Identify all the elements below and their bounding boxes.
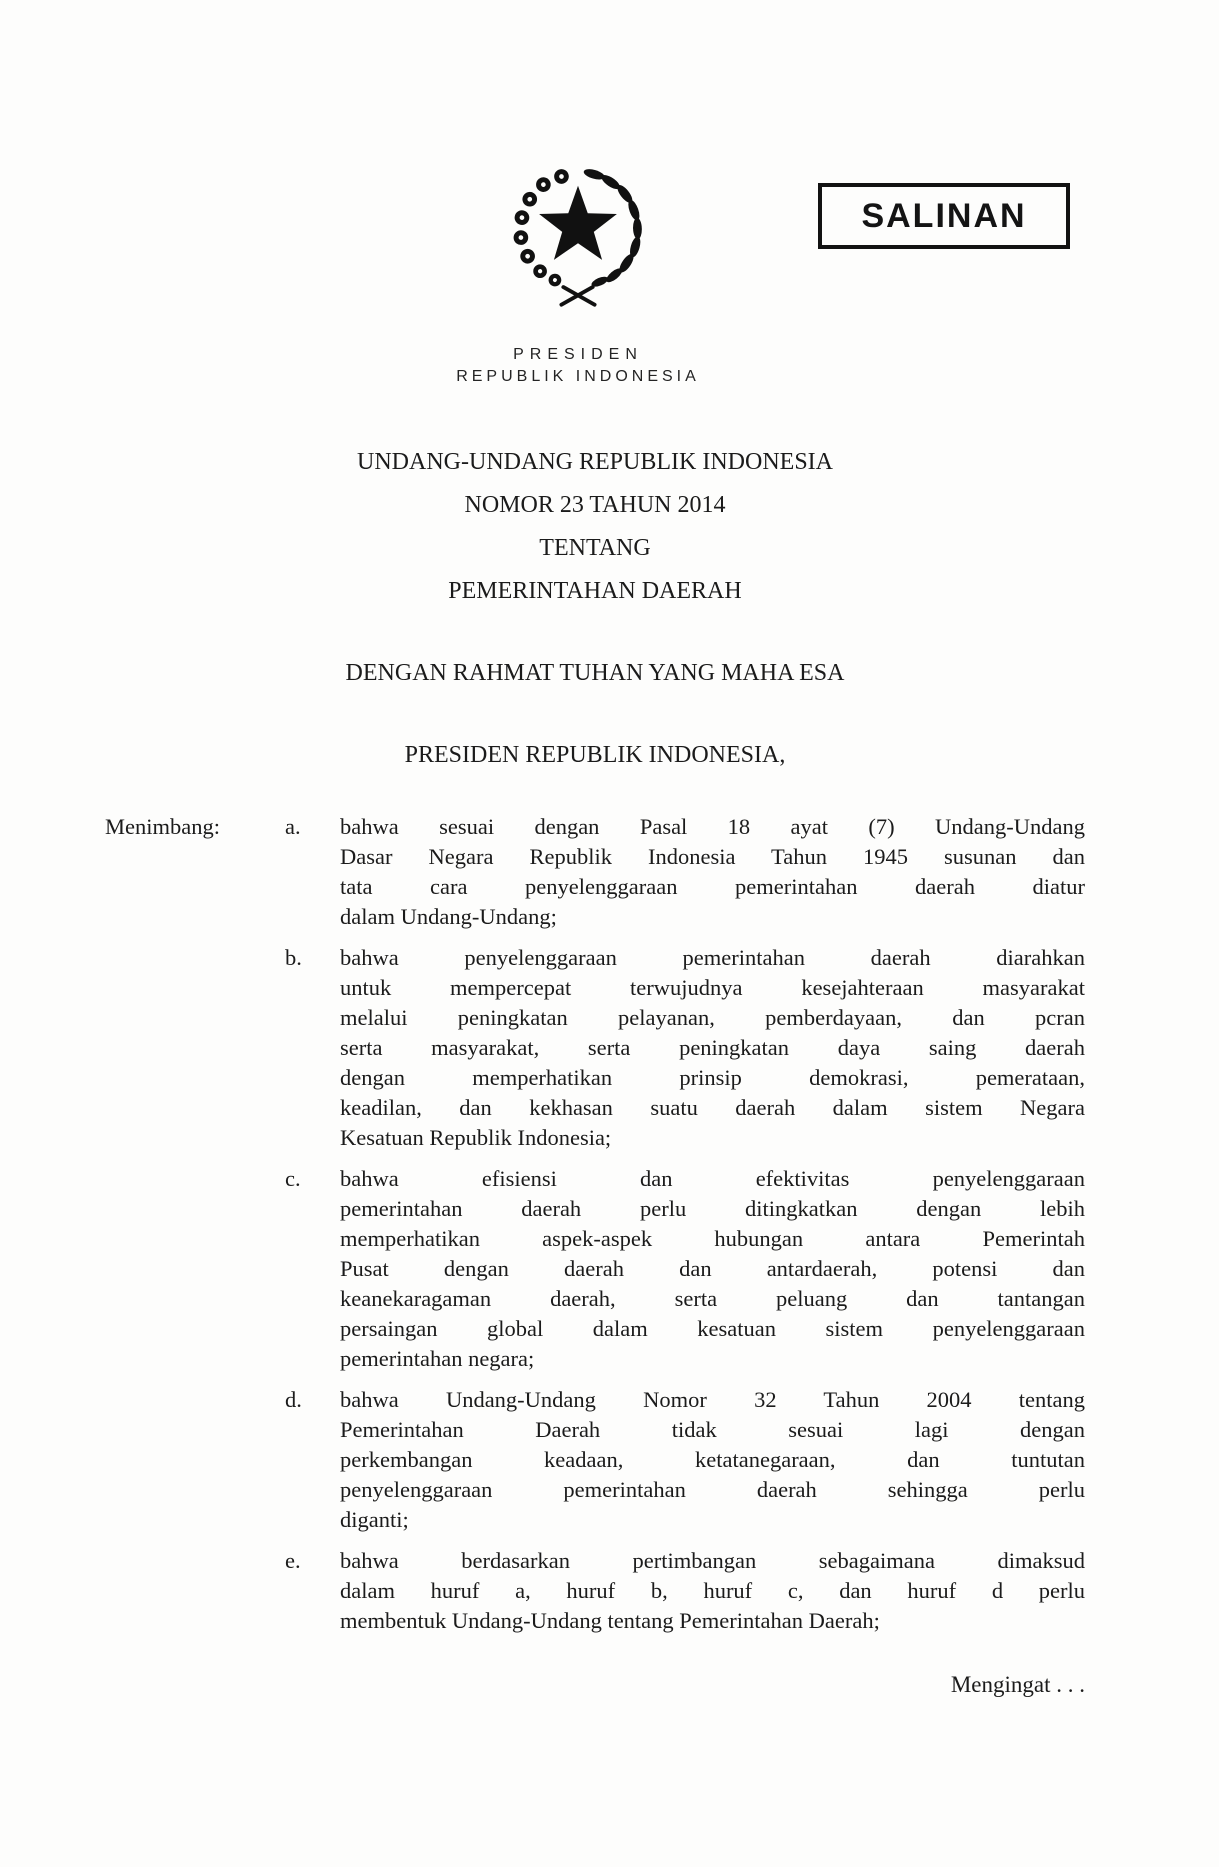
item-letter: a. [285,814,301,839]
text-line: bahwa berdasarkan pertimbangan sebagaimana dimaksud [340,1548,1085,1573]
text-line: pemerintahan daerah perlu ditingkatkan dengan lebih [340,1196,1085,1221]
text-line: serta masyarakat, serta peningkatan daya saing daerah [340,1035,1085,1060]
considering-item-a [105,812,1085,932]
considering-label-spacer [105,1385,285,1535]
text-line: persaingan global dalam kesatuan sistem penyelenggaraan [340,1316,1085,1341]
letterhead-line2: REPUBLIK INDONESIA [456,368,700,385]
considering-item-b [105,943,1085,1153]
text-line: bahwa efisiensi dan efektivitas penyelenggaraan [340,1166,1085,1191]
star-wreath-emblem-icon [500,146,656,320]
title-line3: TENTANG [539,535,651,561]
item-letter: e. [285,1548,301,1573]
item-letter: d. [285,1387,302,1412]
text-line: penyelenggaraan pemerintahan daerah sehingga perlu [340,1477,1085,1502]
text-line: bahwa Undang-Undang Nomor 32 Tahun 2004 tentang [340,1387,1085,1412]
text-line: dalam huruf a, huruf b, huruf c, dan huruf d perlu [340,1578,1085,1603]
item-letter: b. [285,945,302,970]
text-line: membentuk Undang-Undang tentang Pemerintahan Daerah; [340,1608,880,1633]
item-text [340,943,1085,1153]
text-line: bahwa sesuai dengan Pasal 18 ayat (7) Undang-Undang [340,814,1085,839]
letterhead [88,344,1068,388]
considering-label: Menimbang: [105,814,220,839]
text-line: keadilan, dan kekhasan suatu daerah dalam sistem Negara [340,1095,1085,1120]
considering-label-spacer [105,1546,285,1636]
title-line1: UNDANG-UNDANG REPUBLIK INDONESIA [357,449,833,475]
document-title [105,441,1085,613]
item-text [340,812,1085,932]
text-line: Kesatuan Republik Indonesia; [340,1125,612,1150]
text-line: diganti; [340,1507,409,1532]
letterhead-line1: PRESIDEN [513,346,643,363]
catchword: Mengingat . . . [950,1672,1085,1697]
text-line: bahwa penyelenggaraan pemerintahan daerah diarahkan [340,945,1085,970]
text-line: perkembangan keadaan, ketatanegaraan, dan tuntutan [340,1447,1085,1472]
salinan-stamp [818,183,1070,249]
text-line: Dasar Negara Republik Indonesia Tahun 1945 susunan dan [340,844,1085,869]
invocation-line: DENGAN RAHMAT TUHAN YANG MAHA ESA [345,660,845,686]
text-line: memperhatikan aspek-aspek hubungan antara Pemerintah [340,1226,1085,1251]
text-line: pemerintahan negara; [340,1346,535,1371]
text-line: Pemerintahan Daerah tidak sesuai lagi dengan [340,1417,1085,1442]
text-line: melalui peningkatan pelayanan, pemberdayaan, dan pcran [340,1005,1085,1030]
item-text [340,1164,1085,1374]
considering-section [105,812,1085,1647]
text-line: tata cara penyelenggaraan pemerintahan daerah diatur [340,874,1085,899]
text-line: keanekaragaman daerah, serta peluang dan tantangan [340,1286,1085,1311]
text-line: dengan memperhatikan prinsip demokrasi, pemerataan, [340,1065,1085,1090]
text-line: dalam Undang-Undang; [340,904,557,929]
considering-label-spacer [105,943,285,1153]
considering-item-e [105,1546,1085,1636]
salinan-stamp-label: SALINAN [861,196,1027,235]
item-text [340,1385,1085,1535]
considering-item-c [105,1164,1085,1374]
considering-item-d [105,1385,1085,1535]
authority-line: PRESIDEN REPUBLIK INDONESIA, [404,742,786,768]
considering-label-spacer [105,1164,285,1374]
text-line: untuk mempercepat terwujudnya kesejahteraan masyarakat [340,975,1085,1000]
item-text [340,1546,1085,1636]
title-line2: NOMOR 23 TAHUN 2014 [464,492,726,518]
text-line: Pusat dengan daerah dan antardaerah, potensi dan [340,1256,1085,1281]
title-line4: PEMERINTAHAN DAERAH [448,578,742,604]
item-letter: c. [285,1166,301,1191]
